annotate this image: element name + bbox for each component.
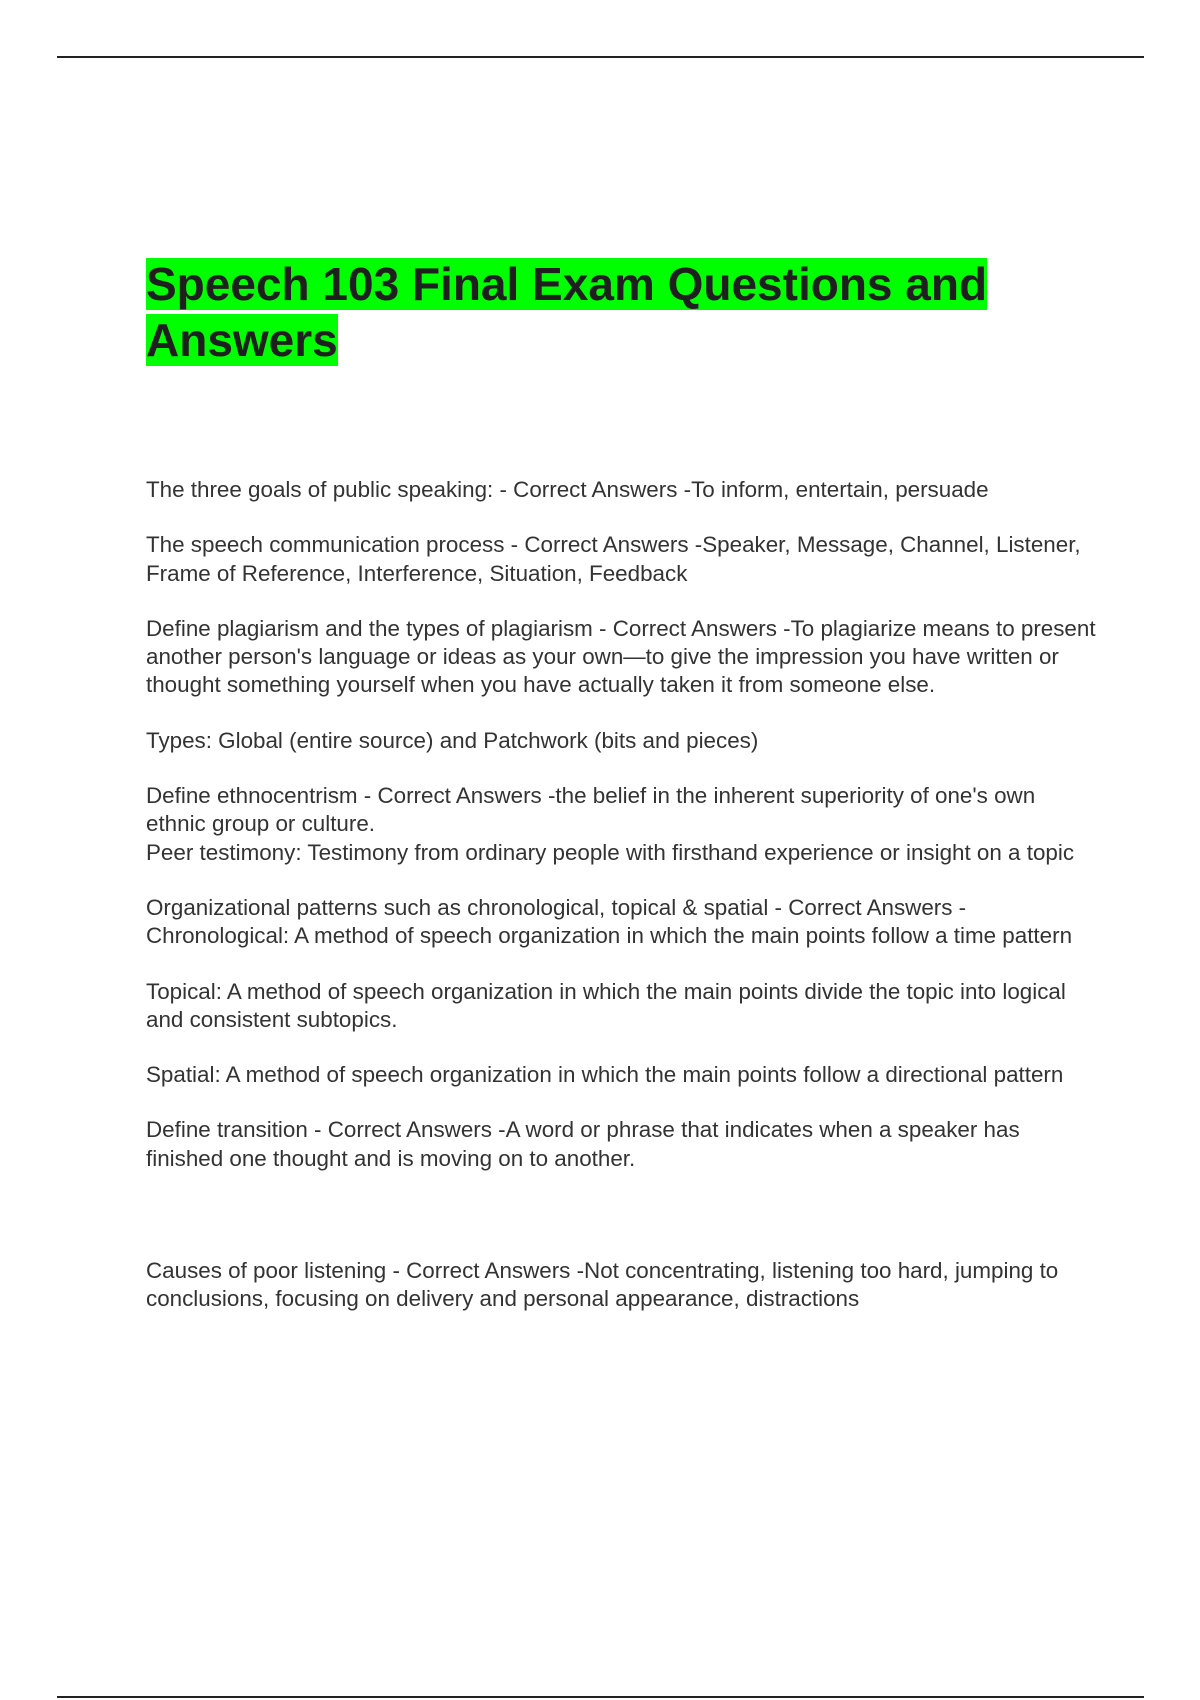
qa-paragraph: Spatial: A method of speech organization in which the main points follow a directional pattern	[146, 1062, 1064, 1088]
qa-paragraph: Define ethnocentrism - Correct Answers -the belief in the inherent superiority of one's own ethnic group or culture. Peer testimony: Testimony from ordinary people with firsthand experience or insight on a topic	[146, 783, 1075, 865]
footer-rule	[57, 1696, 1144, 1698]
document-body	[146, 256, 1096, 1341]
qa-paragraph: The three goals of public speaking: - Correct Answers -To inform, entertain, persuade	[146, 477, 989, 502]
qa-paragraph: Define plagiarism and the types of plagiarism - Correct Answers -To plagiarize means to present another person's language or ideas as your own—to give the impression you have written or thought something yourself when you have actually taken it from someone else.	[146, 615, 1096, 698]
qa-paragraph: Types: Global (entire source) and Patchwork (bits and pieces)	[146, 727, 759, 753]
qa-paragraph: Causes of poor listening - Correct Answers -Not concentrating, listening too hard, jumping to conclusions, focusing on delivery and personal appearance, distractions	[146, 1258, 1059, 1312]
qa-paragraph: Topical: A method of speech organization in which the main points divide the topic into logical and consistent subtopics.	[146, 978, 1066, 1032]
title-highlight: Speech 103 Final Exam Questions and Answers	[146, 258, 988, 366]
qa-paragraph: The speech communication process - Correct Answers -Speaker, Message, Channel, Listener, Frame of Reference, Interference, Situation, Feedback	[146, 532, 1081, 586]
qa-paragraph: Organizational patterns such as chronological, topical & spatial - Correct Answers - Chronological: A method of speech organization in which the main points follow a time pattern	[146, 894, 1073, 949]
document-title	[146, 256, 1096, 368]
qa-paragraph: Define transition - Correct Answers -A word or phrase that indicates when a speaker has finished one thought and is moving on to another.	[146, 1117, 1020, 1171]
header-rule	[57, 56, 1144, 58]
qa-list	[146, 476, 1096, 1314]
